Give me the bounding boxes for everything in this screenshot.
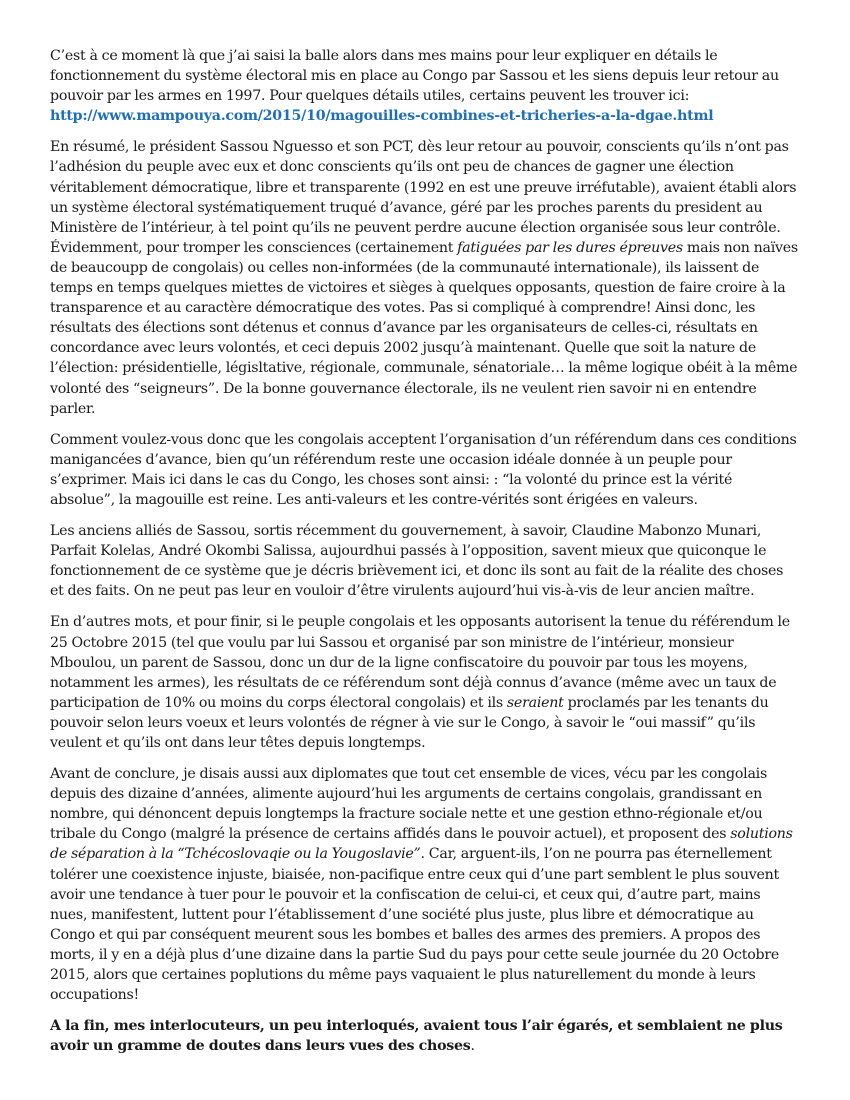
paragraph-conclusion bbox=[50, 764, 800, 1005]
summary-italic: fatiguées par les dures épreuves bbox=[457, 239, 683, 256]
article-link[interactable]: http://www.mampouya.com/2015/10/magouilles-combines-et-tricheries-a-la-dgae.html bbox=[50, 108, 714, 125]
document-page bbox=[50, 46, 800, 1067]
conclusion-text-1: Avant de conclure, je disais aussi aux diplomates que tout cet ensemble de vices, vécu par les congolais depuis des dizaine d’années, alimente aujourd’hui les arguments de certains congolais, grandissant en nombre, qui dénoncent depuis longtemps la fracture sociale nette et une gestion ethno-régionale et/ou tribale du Congo (malgré la présence de certains affidés dans le pouvoir actuel), et proposent des bbox=[50, 766, 767, 843]
referendum-text: Comment voulez-vous donc que les congolais acceptent l’organisation d’un référendum dans ces conditions manigancées d’avance, bien qu’un référendum reste une occasion idéale donnée à un peuple pour s’exprimer. Mais ici dans le cas du Congo, les choses sont ainsi: : “la volonté du prince est la vérité absolue”, la magouille est reine. Les anti-valeurs et les contre-vérités sont érigées en valeurs. bbox=[50, 431, 797, 508]
final-period: . bbox=[470, 1038, 475, 1055]
paragraph-summary bbox=[50, 137, 800, 418]
paragraph-intro bbox=[50, 46, 800, 126]
former-allies-text: Les anciens alliés de Sassou, sortis récemment du gouvernement, à savoir, Claudine Mabonzo Munari, Parfait Kolelas, André Okombi Salissa, aujourdhui passés à l’opposition, savent mieux que quiconque le fonctionnement de ce système que je décris brièvement ici, et donc ils sont au fait de la réalite des choses et des faits. On ne peut pas leur en vouloir d’être virulents aujourd’hui vis-à-vis de leur ancien maître. bbox=[50, 523, 784, 600]
final-bold-text: A la fin, mes interlocuteurs, un peu interloqués, avaient tous l’air égarés, et semblaient ne plus avoir un gramme de doutes dans leurs vues des choses bbox=[50, 1018, 783, 1055]
other-words-text-1: En d’autres mots, et pour finir, si le peuple congolais et les opposants autorisent la tenue du référendum le 25 Octobre 2015 (tel que voulu par lui Sassou et organisé par son ministre de l’intérieur, monsieur Mboulou, un parent de Sassou, donc un dur de la ligne confiscatoire du pouvoir par tous les moyens, notamment les armes), les résultats de ce référendum sont déjà connus d’avance (même avec un taux de participation de 10% ou moins du corps électoral congolais) et ils bbox=[50, 614, 790, 711]
summary-text-1: En résumé, le président Sassou Nguesso et son PCT, dès leur retour au pouvoir, conscients qu’ils n’ont pas l’adhésion du peuple avec eux et donc conscients qu’ils ont peu de chances de gagner une élection véritablement démocratique, libre et transparente (1992 en est une preuve irréfutable), avaient établi alors un système électoral systématiquement truqué d’avance, géré par les proches parents du president au Ministère de l’intérieur, à tel point qu’ils ne peuvent perdre aucune élection organisée sous leur contrôle. Évidemment, pour tromper les consciences (certainement bbox=[50, 139, 797, 256]
paragraph-final bbox=[50, 1016, 800, 1056]
conclusion-italic: solutions de séparation à la “Tchécoslovaqie ou la Yougoslavie” bbox=[50, 826, 793, 863]
other-words-italic: seraient bbox=[506, 694, 564, 711]
paragraph-referendum bbox=[50, 430, 800, 510]
conclusion-text-2: . Car, arguent-ils, l’on ne pourra pas éternellement tolérer une coexistence injuste, biaisée, non-pacifique entre ceux qui d’une part semblent le plus souvent avoir une tendance à tuer pour le pouvoir et la confiscation de celui-ci, et ceux qui, d’autre part, mains nues, manifestent, luttent pour l’établissement d’une société plus juste, plus libre et démocratique au Congo et qui par conséquent meurent sous les bombes et balles des armes des premiers. A propos des morts, il y en a déjà plus d’une dizaine dans la partie Sud du pays pour cette seule journée du 20 Octobre 2015, alors que certaines poplutions du même pays vaquaient le plus naturellement du monde à leurs occupations! bbox=[50, 846, 779, 1004]
summary-text-2: mais non naïves de beaucoupp de congolais) ou celles non-informées (de la communauté internationale), ils laissent de temps en temps quelques miettes de victoires et sièges à quelques opposants, question de faire croire à la transparence et au caractère démocratique des votes. Pas si compliqué à comprendre! Ainsi donc, les résultats des élections sont détenus et connus d’avance par les organisateurs de celles-ci, résultats en concordance avec leurs volontés, et ceci depuis 2002 jusqu’à maintenant. Quelle que soit la nature de l’élection: présidentielle, législtative, régionale, communale, sénatoriale… la même logique obéit à la même volonté des “seigneurs”. De la bonne gouvernance électorale, ils ne veulent rien savoir ni en entendre parler. bbox=[50, 239, 798, 417]
paragraph-in-other-words bbox=[50, 612, 800, 753]
other-words-text-2: proclamés par les tenants du pouvoir selon leurs voeux et leurs volontés de régner à vie sur le Congo, à savoir le “oui massif” qu’ils veulent et qu’ils ont dans leur têtes depuis longtemps. bbox=[50, 694, 769, 751]
paragraph-former-allies bbox=[50, 521, 800, 601]
intro-text: C’est à ce moment là que j’ai saisi la balle alors dans mes mains pour leur expliquer en détails le fonctionnement du système électoral mis en place au Congo par Sassou et les siens depuis leur retour au pouvoir par les armes en 1997. Pour quelques détails utiles, certains peuvent les trouver ici: bbox=[50, 48, 779, 105]
